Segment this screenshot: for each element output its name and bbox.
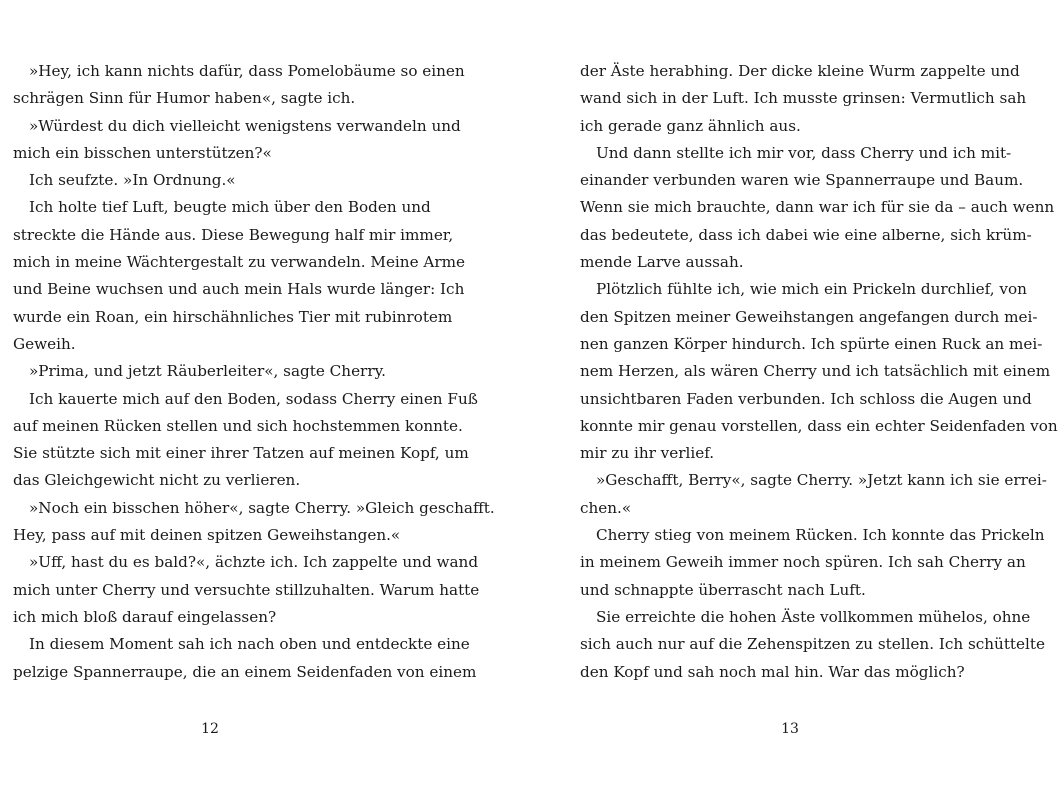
text-line: In diesem Moment sah ich nach oben und entdeckte eine [29,635,470,654]
text-line: sich auch nur auf die Zehenspitzen zu stellen. Ich schüttelte [580,635,1045,654]
text-line: ich gerade ganz ähnlich aus. [580,116,801,135]
text-line: Und dann stellte ich mir vor, dass Cherry und ich mit- [596,143,1012,162]
text-line: »Noch ein bisschen höher«, sagte Cherry. »Gleich geschafft. [29,498,495,517]
text-line: Wenn sie mich brauchte, dann war ich für sie da – auch wenn [580,198,1055,217]
text-line: in meinem Geweih immer noch spüren. Ich sah Cherry an [580,553,1026,572]
text-line: mich ein bisschen unterstützen?« [13,143,272,162]
text-line: ich mich bloß darauf eingelassen? [13,607,277,626]
text-line: und schnappte überrascht nach Luft. [580,580,866,599]
text-line: den Spitzen meiner Geweihstangen angefangen durch mei- [580,307,1038,326]
text-line: wand sich in der Luft. Ich musste grinsen: Vermutlich sah [580,89,1027,108]
text-line: Ich kauerte mich auf den Boden, sodass Cherry einen Fuß [29,389,478,408]
left-page [13,58,495,686]
text-line: mich in meine Wächtergestalt zu verwandeln. Meine Arme [13,253,466,272]
text-line: streckte die Hände aus. Diese Bewegung half mir immer, [13,225,454,244]
text-line: mir zu ihr verlief. [580,444,715,463]
text-line: mende Larve aussah. [580,253,744,272]
text-line: den Kopf und sah noch mal hin. War das möglich? [580,662,965,681]
text-line: schrägen Sinn für Humor haben«, sagte ich. [13,89,356,108]
text-line: Hey, pass auf mit deinen spitzen Geweihstangen.« [13,526,401,545]
text-line: Sie erreichte die hohen Äste vollkommen mühelos, ohne [596,607,1031,626]
text-line: einander verbunden waren wie Spannerraupe und Baum. [580,171,1024,190]
text-line: Geweih. [13,334,76,353]
text-line: unsichtbaren Faden verbunden. Ich schloss die Augen und [580,389,1032,408]
text-line: Sie stützte sich mit einer ihrer Tatzen auf meinen Kopf, um [13,444,469,463]
text-line: pelzige Spannerraupe, die an einem Seidenfaden von einem [13,662,477,681]
text-line: »Prima, und jetzt Räuberleiter«, sagte Cherry. [29,362,386,381]
text-line: »Würdest du dich vielleicht wenigstens verwandeln und [29,116,461,135]
page-number-left: 12 [201,721,219,737]
text-line: »Uff, hast du es bald?«, ächzte ich. Ich zappelte und wand [29,553,479,572]
text-line: Plötzlich fühlte ich, wie mich ein Prickeln durchlief, von [596,280,1027,299]
text-line: nem Herzen, als wären Cherry und ich tatsächlich mit einem [580,362,1051,381]
text-line: nen ganzen Körper hindurch. Ich spürte einen Ruck an mei- [580,334,1043,353]
text-line: und Beine wuchsen und auch mein Hals wurde länger: Ich [13,280,465,299]
text-line: »Geschafft, Berry«, sagte Cherry. »Jetzt kann ich sie errei- [596,471,1047,490]
page-number-right: 13 [781,721,799,737]
text-line: das bedeutete, dass ich dabei wie eine alberne, sich krüm- [580,225,1032,244]
text-line: Ich holte tief Luft, beugte mich über den Boden und [29,198,431,217]
text-line: Cherry stieg von meinem Rücken. Ich konnte das Prickeln [596,526,1045,545]
text-line: mich unter Cherry und versuchte stillzuhalten. Warum hatte [13,580,480,599]
text-line: chen.« [580,498,632,517]
text-line: der Äste herabhing. Der dicke kleine Wurm zappelte und [580,62,1020,80]
right-page [580,58,1058,686]
text-line: »Hey, ich kann nichts dafür, dass Pomelobäume so einen [29,62,465,80]
text-line: konnte mir genau vorstellen, dass ein echter Seidenfaden von [580,416,1058,435]
text-line: Ich seufzte. »In Ordnung.« [29,171,236,190]
text-line: auf meinen Rücken stellen und sich hochstemmen konnte. [13,416,463,435]
text-line: wurde ein Roan, ein hirschähnliches Tier mit rubinrotem [13,307,453,326]
text-line: das Gleichgewicht nicht zu verlieren. [13,471,301,490]
